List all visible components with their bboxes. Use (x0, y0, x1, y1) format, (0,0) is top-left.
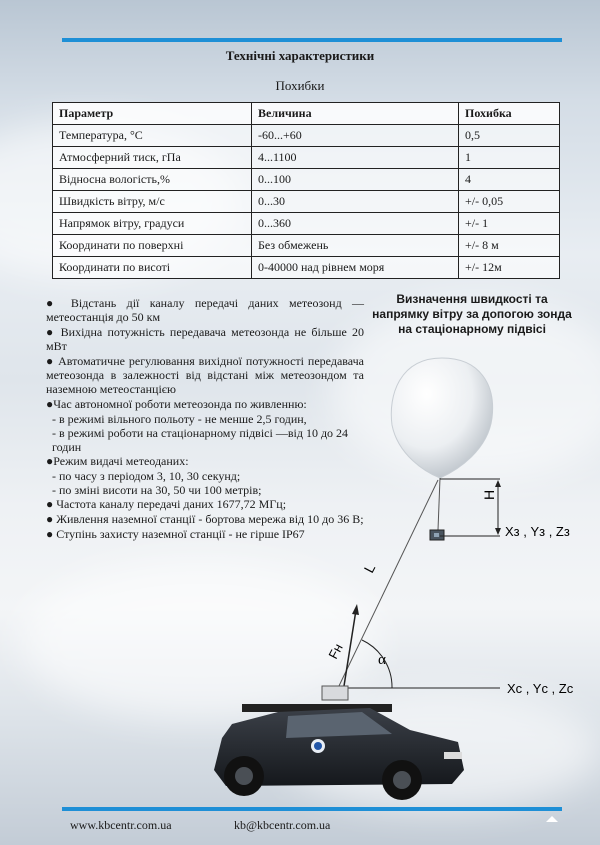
table-cell: Без обмежень (252, 235, 459, 257)
table-cell: 0...100 (252, 169, 459, 191)
table-cell: Напрямок вітру, градуси (53, 213, 252, 235)
feature-item: ●Режим видачі метеоданих: (46, 454, 189, 468)
feature-subitem: - по часу з періодом 3, 10, 30 секунд; (52, 469, 241, 483)
label-h: H (481, 489, 497, 500)
column-header: Похибка (459, 103, 560, 125)
table-cell: 4...1100 (252, 147, 459, 169)
table-cell: 0...30 (252, 191, 459, 213)
feature-item: ●Час автономної роботи метеозонда по живленню: (46, 397, 307, 411)
table-cell: +/- 0,05 (459, 191, 560, 213)
feature-item: ● Вихідна потужність передавача метеозонда не більше 20 мВт (46, 325, 364, 353)
label-alpha: α (378, 652, 386, 668)
height-marker (440, 479, 501, 536)
table-cell: 4 (459, 169, 560, 191)
table-cell: Температура, °С (53, 125, 252, 147)
table-cell: +/- 8 м (459, 235, 560, 257)
table-cell: 0,5 (459, 125, 560, 147)
page-title: Технічні характеристики (225, 48, 375, 63)
scroll-up-arrow-icon[interactable] (546, 816, 558, 822)
table-cell: Швидкість вітру, м/с (53, 191, 252, 213)
balloon (391, 358, 492, 530)
table-cell: Відносна вологість,% (53, 169, 252, 191)
label-fn: Fн (325, 641, 346, 662)
column-header: Величина (252, 103, 459, 125)
feature-subitem: - в режимі вільного польоту - не менше 2,5 годин, (52, 412, 307, 426)
car-illustration (214, 686, 464, 800)
feature-subitem: - по зміні висоти на 30, 50 чи 100 метрів; (52, 483, 262, 497)
feature-item: ● Живлення наземної станції - бортова мережа від 10 до 36 В; (46, 512, 364, 526)
label-l: L (360, 561, 379, 576)
feature-subitem: - в режимі роботи на стаціонарному підвісі —від 10 до 24 годин (52, 426, 349, 454)
table-cell: 0...360 (252, 213, 459, 235)
page-subtitle: Похибки (275, 78, 325, 93)
sonde-icon (430, 530, 444, 540)
feature-item: ● Ступінь захисту наземної станції - не гірше IP67 (46, 527, 305, 541)
feature-item: ● Відстань дії каналу передачі даних метеозонд — метеостанція до 50 км (46, 296, 364, 324)
table-cell: 1 (459, 147, 560, 169)
table-cell: -60...+60 (252, 125, 459, 147)
feature-item: ● Частота каналу передачі даних 1677,72 МГц; (46, 497, 287, 511)
footer-website-link[interactable]: www.kbcentr.com.ua (70, 818, 172, 832)
table-cell: Атмосферний тиск, гПа (53, 147, 252, 169)
angle-arc (362, 640, 392, 688)
label-sonde-coords: Xз , Yз , Zз (505, 524, 570, 539)
feature-item: ● Автоматичне регулювання вихідної потужності передавача метеозонда в залежності від відстані між метеозондом та наземною метеостанцією (46, 354, 364, 396)
table-cell: 0-40000 над рівнем моря (252, 257, 459, 279)
tether-line (338, 480, 438, 688)
column-header: Параметр (53, 103, 252, 125)
table-cell: Координати по висоті (53, 257, 252, 279)
bottom-accent-bar (62, 807, 562, 811)
force-arrow (344, 604, 359, 686)
footer-email-link[interactable]: kb@kbcentr.com.ua (234, 818, 331, 832)
label-car-coords: Xc , Yc , Zc (507, 681, 574, 696)
diagram-title: Визначення швидкості та напрямку вітру за допогою зонда на стаціонарному підвісі (372, 292, 572, 336)
table-cell: +/- 1 (459, 213, 560, 235)
table-cell: Координати по поверхні (53, 235, 252, 257)
table-cell: +/- 12м (459, 257, 560, 279)
